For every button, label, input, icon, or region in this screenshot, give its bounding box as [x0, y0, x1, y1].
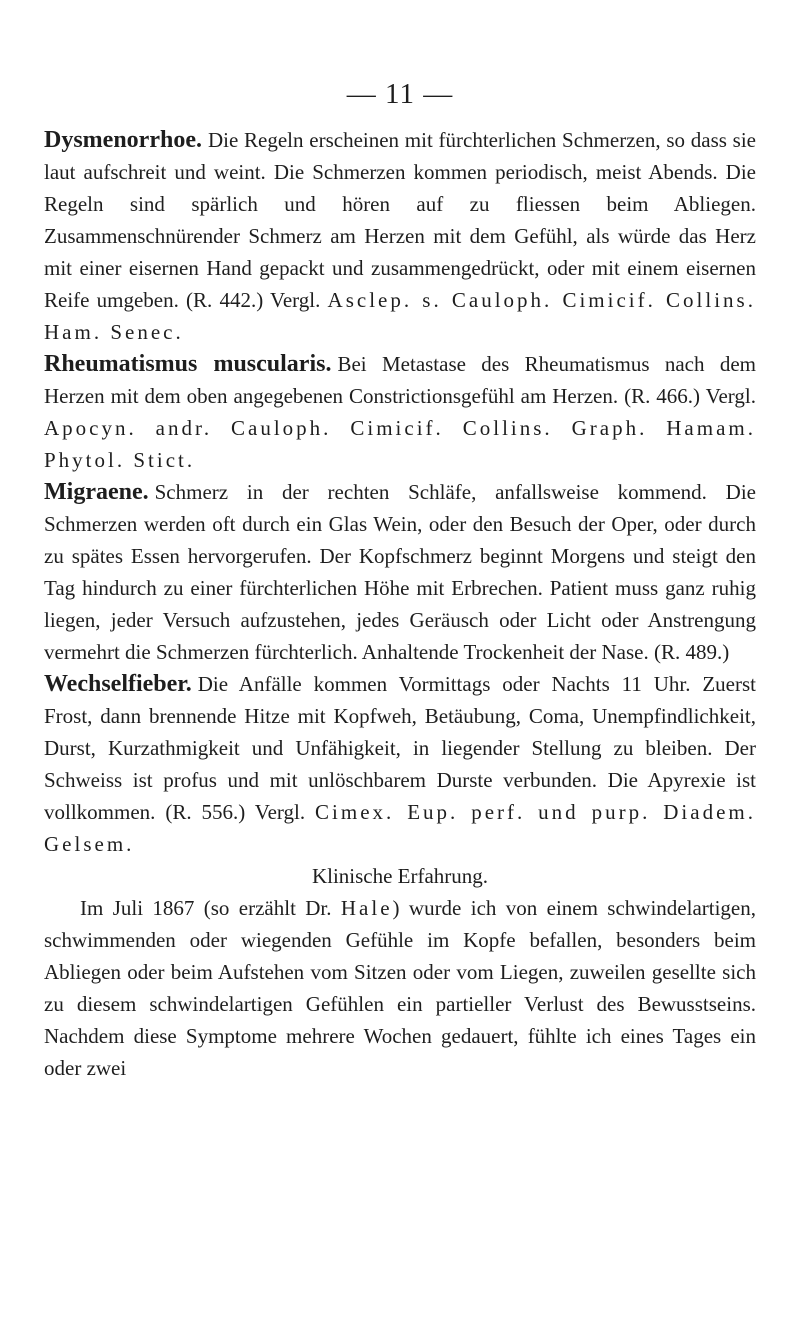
entry-term: Migraene.: [44, 479, 149, 505]
entry-migraene: [44, 476, 756, 668]
entry-text: Die Anfälle kommen Vormittags oder Nachts 11 Uhr. Zuerst Frost, dann brennende Hitze mit Kopfweh, Betäubung, Coma, Unempfindlichkeit, Durst, Kurzathmigkeit und Unfähigkeit, in liegender Stellung zu bleiben. Der Schweiss ist profus und mit unlöschbarem Durste verbunden. Die Apyrexie ist vollkommen. (R. 556.) Vergl.: [44, 672, 756, 824]
entry-text: Bei Metastase des Rheumatismus nach dem Herzen mit dem oben angegebenen Constrictionsgefühl am Herzen. (R. 466.) Vergl.: [44, 352, 756, 408]
entry-term: Rheumatismus muscularis.: [44, 351, 332, 377]
author-name: Hale: [340, 896, 393, 920]
entry-text: Schmerz in der rechten Schläfe, anfallsweise kommend. Die Schmerzen werden oft durch ein Glas Wein, oder den Besuch der Oper, oder durch zu spätes Essen hervorgerufen. Der Kopfschmerz beginnt Morgens und steigt den Tag hindurch zu einer fürchterlichen Höhe mit Erbrechen. Patient muss ganz ruhig liegen, jeder Versuch aufzustehen, jedes Geräusch oder Licht oder Anstrengung vermehrt die Schmerzen fürchterlich. Anhaltende Trockenheit der Nase. (R. 489.): [44, 480, 756, 664]
section-heading: Klinische Erfahrung.: [311, 864, 489, 888]
entry-refs: Asclep. s. Cauloph. Cimicif. Collins. Ham. Senec.: [44, 288, 756, 344]
clinical-paragraph: [44, 892, 756, 1084]
entry-refs: Apocyn. andr. Cauloph. Cimicif. Collins. Graph. Hamam. Phytol. Stict.: [44, 416, 756, 472]
paragraph-text-start: Im Juli 1867 (so erzählt Dr.: [80, 896, 341, 920]
entry-term: Dysmenorrhoe.: [44, 127, 202, 153]
page-number: — 11 —: [346, 78, 454, 110]
entry-dysmenorrhoe: [44, 124, 756, 348]
paragraph-text-end: ) wurde ich von einem schwindelartigen, schwimmenden oder wiegenden Gefühle im Kopfe befallen, besonders beim Abliegen oder beim Aufstehen vom Sitzen oder vom Liegen, zuweilen gesellte sich zu diesem schwindelartigen Gefühlen ein partieller Verlust des Bewusstseins. Nachdem diese Symptome mehrere Wochen gedauert, fühlte ich eines Tages ein oder zwei: [44, 896, 756, 1080]
entry-wechselfieber: [44, 668, 756, 860]
entry-rheumatismus: [44, 348, 756, 476]
entry-refs: Cimex. Eup. perf. und purp. Diadem. Gelsem.: [44, 800, 756, 856]
entry-text: Die Regeln erscheinen mit fürchterlichen Schmerzen, so dass sie laut aufschreit und weint. Die Schmerzen kommen periodisch, meist Abends. Die Regeln sind spärlich und hören auf zu fliessen beim Abliegen. Zusammenschnürender Schmerz am Herzen mit dem Gefühl, als würde das Herz mit einer eisernen Hand gepackt und zusammengedrückt, oder mit einem eisernen Reife umgeben. (R. 442.) Vergl.: [44, 128, 756, 312]
entry-term: Wechselfieber.: [44, 671, 192, 697]
page-body: [44, 88, 756, 1084]
